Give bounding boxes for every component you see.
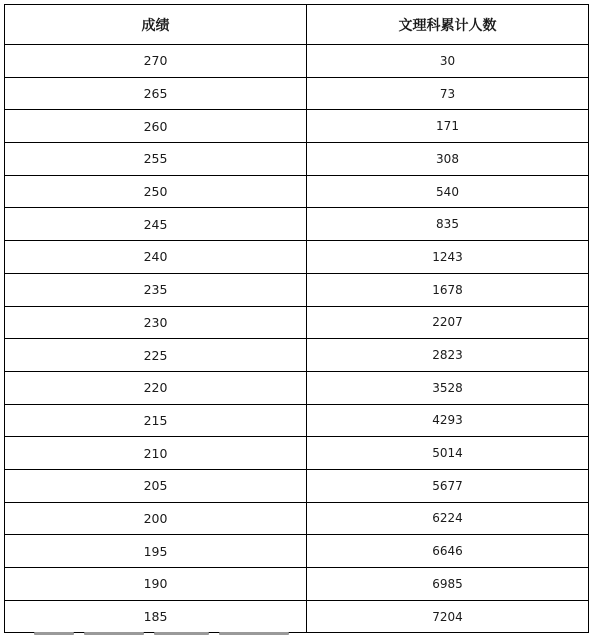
cumulative-count-cell: 3528 [307, 371, 589, 404]
score-cell: 210 [5, 437, 307, 470]
table-row [5, 45, 589, 78]
score-cell: 270 [5, 45, 307, 78]
cumulative-count-cell: 4293 [307, 404, 589, 437]
table-row [5, 371, 589, 404]
cumulative-count-cell: 6646 [307, 535, 589, 568]
table-header [5, 5, 589, 45]
table-row [5, 77, 589, 110]
cumulative-count-cell: 2207 [307, 306, 589, 339]
table-row [5, 208, 589, 241]
cumulative-count-cell: 6224 [307, 502, 589, 535]
table-row [5, 143, 589, 176]
score-cell: 265 [5, 77, 307, 110]
score-cell: 230 [5, 306, 307, 339]
cumulative-count-column-header: 文理科累计人数 [307, 5, 589, 45]
score-distribution-table [4, 4, 589, 633]
score-cell: 195 [5, 535, 307, 568]
score-cell: 200 [5, 502, 307, 535]
score-cell: 245 [5, 208, 307, 241]
score-cell: 205 [5, 469, 307, 502]
cumulative-count-cell: 308 [307, 143, 589, 176]
cumulative-count-cell: 835 [307, 208, 589, 241]
score-cell: 235 [5, 273, 307, 306]
score-cell: 220 [5, 371, 307, 404]
cumulative-count-cell: 73 [307, 77, 589, 110]
score-cell: 260 [5, 110, 307, 143]
table-row [5, 437, 589, 470]
table-body [5, 45, 589, 633]
table-row [5, 404, 589, 437]
cumulative-count-cell: 7204 [307, 600, 589, 633]
cumulative-count-cell: 540 [307, 175, 589, 208]
table-row [5, 306, 589, 339]
score-cell: 250 [5, 175, 307, 208]
table-row [5, 568, 589, 601]
table-row [5, 469, 589, 502]
score-cell: 185 [5, 600, 307, 633]
cumulative-count-cell: 171 [307, 110, 589, 143]
cumulative-count-cell: 5014 [307, 437, 589, 470]
cumulative-count-cell: 5677 [307, 469, 589, 502]
table-row [5, 600, 589, 633]
table-row [5, 175, 589, 208]
cumulative-count-cell: 2823 [307, 339, 589, 372]
score-cell: 240 [5, 241, 307, 274]
cumulative-count-cell: 6985 [307, 568, 589, 601]
table-row [5, 502, 589, 535]
score-column-header: 成绩 [5, 5, 307, 45]
table-row [5, 110, 589, 143]
header-row [5, 5, 589, 45]
cropped-footnote [4, 630, 324, 636]
score-cell: 215 [5, 404, 307, 437]
cumulative-count-cell: 30 [307, 45, 589, 78]
table-row [5, 339, 589, 372]
table-row [5, 241, 589, 274]
cumulative-count-cell: 1243 [307, 241, 589, 274]
score-cell: 225 [5, 339, 307, 372]
cumulative-count-cell: 1678 [307, 273, 589, 306]
table-row [5, 535, 589, 568]
score-cell: 255 [5, 143, 307, 176]
score-cell: 190 [5, 568, 307, 601]
table-row [5, 273, 589, 306]
